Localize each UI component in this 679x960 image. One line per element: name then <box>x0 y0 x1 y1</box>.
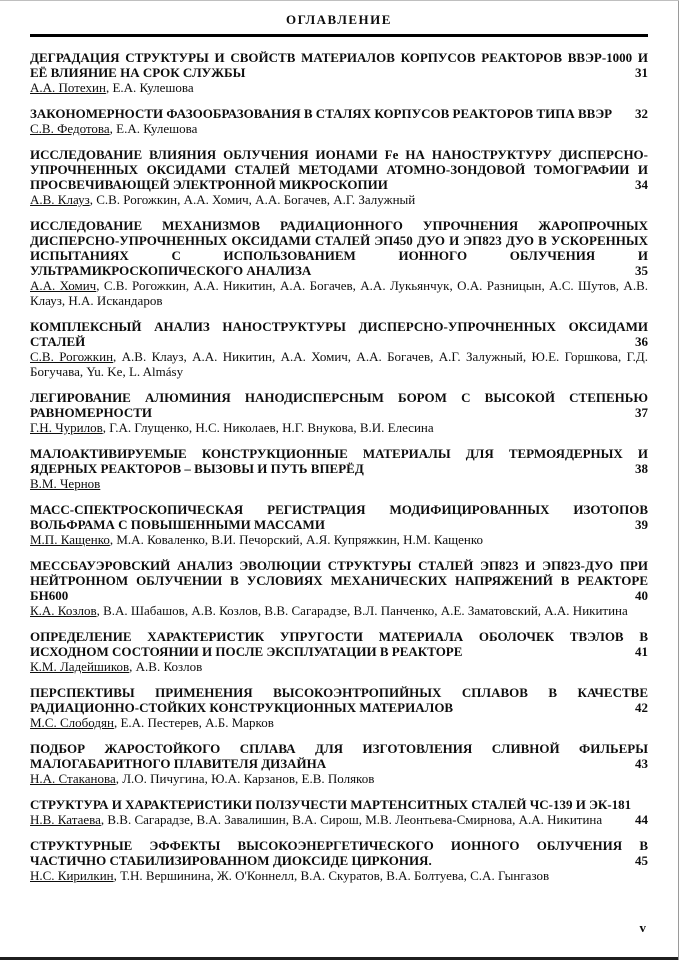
entry-other-authors: , Л.О. Пичугина, Ю.А. Карзанов, Е.В. Поляков <box>115 771 375 786</box>
page-title: ОГЛАВЛЕНИЕ <box>286 12 392 27</box>
entry-title-text: ОПРЕДЕЛЕНИЕ ХАРАКТЕРИСТИК УПРУГОСТИ МАТЕРИАЛА ОБОЛОЧЕК ТВЭЛОВ В ИСХОДНОМ СОСТОЯНИИ И ПОСЛЕ ЭКСПЛУАТАЦИИ В РЕАКТОРЕ <box>30 629 648 659</box>
entry-page-number: 42 <box>635 700 648 715</box>
entry-page-number: 44 <box>635 812 648 827</box>
entry-title-text: МАСС-СПЕКТРОСКОПИЧЕСКАЯ РЕГИСТРАЦИЯ МОДИФИЦИРОВАННЫХ ИЗОТОПОВ ВОЛЬФРАМА С ПОВЫШЕННЫМИ МАССАМИ <box>30 502 648 532</box>
entry-title <box>30 147 648 192</box>
entry-page-number: 34 <box>635 177 648 192</box>
entry-title <box>30 446 648 476</box>
toc-entry <box>30 629 648 674</box>
entry-other-authors: , С.В. Рогожкин, А.А. Хомич, А.А. Богачев, А.Г. Залужный <box>89 192 416 207</box>
entry-authors <box>30 812 648 827</box>
entry-first-author: С.В. Рогожкин <box>30 349 114 364</box>
entry-title-text: КОМПЛЕКСНЫЙ АНАЛИЗ НАНОСТРУКТУРЫ ДИСПЕРСНО-УПРОЧНЕННЫХ ОКСИДАМИ СТАЛЕЙ <box>30 319 648 349</box>
toc-entry <box>30 558 648 618</box>
entry-authors <box>30 121 648 136</box>
entry-other-authors: , М.А. Коваленко, В.И. Печорский, А.Я. Купряжкин, Н.М. Кащенко <box>109 532 484 547</box>
entry-page-number: 40 <box>635 588 648 603</box>
entry-page-number: 37 <box>635 405 648 420</box>
toc-entry <box>30 502 648 547</box>
entry-page-number: 45 <box>635 853 648 868</box>
entry-page-number: 41 <box>635 644 648 659</box>
entry-other-authors: , С.В. Рогожкин, А.А. Никитин, А.А. Богачев, А.А. Лукьянчук, О.А. Разницын, А.С. Шутов, А.В. Клауз, Н.А. Искандаров <box>30 278 648 308</box>
toc-entry <box>30 50 648 95</box>
entry-title <box>30 319 648 349</box>
entry-authors <box>30 868 648 883</box>
entry-first-author: А.А. Потехин <box>30 80 106 95</box>
entry-first-author: Н.С. Кирилкин <box>30 868 114 883</box>
entry-other-authors: , А.В. Клауз, А.А. Никитин, А.А. Хомич, А.А. Богачев, А.Г. Залужный, Ю.Е. Горшкова, Г.Д. Богучава, Yu. Ke, L. Almásy <box>30 349 648 379</box>
entry-title <box>30 629 648 659</box>
entry-page-number: 35 <box>635 263 648 278</box>
entry-title <box>30 218 648 278</box>
header-rule <box>30 34 648 37</box>
toc-entry <box>30 797 648 827</box>
entry-authors <box>30 603 648 618</box>
entry-first-author: В.М. Чернов <box>30 476 101 491</box>
entry-authors <box>30 715 648 730</box>
entry-page-number: 38 <box>635 461 648 476</box>
entry-authors <box>30 420 648 435</box>
entry-title-text: МАЛОАКТИВИРУЕМЫЕ КОНСТРУКЦИОННЫЕ МАТЕРИАЛЫ ДЛЯ ТЕРМОЯДЕРНЫХ И ЯДЕРНЫХ РЕАКТОРОВ – ВЫЗОВЫ И ПУТЬ ВПЕРЁД <box>30 446 648 476</box>
entry-title <box>30 558 648 603</box>
entry-page-number: 31 <box>635 65 648 80</box>
toc-entry <box>30 147 648 207</box>
entry-authors <box>30 476 648 491</box>
entry-title-text: ПЕРСПЕКТИВЫ ПРИМЕНЕНИЯ ВЫСОКОЭНТРОПИЙНЫХ СПЛАВОВ В КАЧЕСТВЕ РАДИАЦИОННО-СТОЙКИХ КОНСТРУКЦИОННЫХ МАТЕРИАЛОВ <box>30 685 648 715</box>
entry-title-text: ИССЛЕДОВАНИЕ ВЛИЯНИЯ ОБЛУЧЕНИЯ ИОНАМИ Fe НА НАНОСТРУКТУРУ ДИСПЕРСНО-УПРОЧНЕННЫХ ОКСИДАМИ СТАЛЕЙ МЕТОДАМИ АТОМНО-ЗОНДОВОЙ ТОМОГРАФИИ И ПРОСВЕЧИВАЮЩЕЙ ЭЛЕКТРОННОЙ МИКРОСКОПИИ <box>30 147 648 192</box>
entry-title <box>30 502 648 532</box>
entry-first-author: М.П. Кащенко <box>30 532 110 547</box>
entry-other-authors: , Т.Н. Вершинина, Ж. О'Коннелл, В.А. Скуратов, В.А. Болтуева, С.А. Гынгазов <box>113 868 550 883</box>
entry-first-author: М.С. Слободян <box>30 715 114 730</box>
entry-other-authors: , Е.А. Кулешова <box>109 121 198 136</box>
toc-entry <box>30 319 648 379</box>
toc-entry <box>30 390 648 435</box>
entry-title-text: СТРУКТУРНЫЕ ЭФФЕКТЫ ВЫСОКОЭНЕРГЕТИЧЕСКОГО ИОННОГО ОБЛУЧЕНИЯ В ЧАСТИЧНО СТАБИЛИЗИРОВАННОМ ДИОКСИДЕ ЦИРКОНИЯ. <box>30 838 648 868</box>
entry-authors <box>30 659 648 674</box>
toc-entry <box>30 838 648 883</box>
entry-authors <box>30 192 648 207</box>
entry-title-text: ЗАКОНОМЕРНОСТИ ФАЗООБРАЗОВАНИЯ В СТАЛЯХ КОРПУСОВ РЕАКТОРОВ ТИПА ВВЭР <box>30 106 613 121</box>
entry-first-author: С.В. Федотова <box>30 121 110 136</box>
entry-title <box>30 106 648 121</box>
entry-other-authors: , В.А. Шабашов, А.В. Козлов, В.В. Сагарадзе, В.Л. Панченко, А.Е. Заматовский, А.А. Никитина <box>96 603 628 618</box>
entry-first-author: Н.В. Катаева <box>30 812 101 827</box>
entry-other-authors: , Е.А. Пестерев, А.Б. Марков <box>113 715 274 730</box>
entry-other-authors: , В.В. Сагарадзе, В.А. Завалишин, В.А. Сирош, М.В. Леонтьева-Смирнова, А.А. Никитина <box>100 812 603 827</box>
entry-authors <box>30 278 648 308</box>
entry-first-author: А.А. Хомич <box>30 278 97 293</box>
entry-title <box>30 838 648 868</box>
entry-page-number: 39 <box>635 517 648 532</box>
entry-title-text: ДЕГРАДАЦИЯ СТРУКТУРЫ И СВОЙСТВ МАТЕРИАЛОВ КОРПУСОВ РЕАКТОРОВ ВВЭР-1000 И ЕЁ ВЛИЯНИЕ НА СРОК СЛУЖБЫ <box>30 50 648 80</box>
entry-title-text: МЕССБАУЭРОВСКИЙ АНАЛИЗ ЭВОЛЮЦИИ СТРУКТУРЫ СТАЛЕЙ ЭП823 И ЭП823-ДУО ПРИ НЕЙТРОННОМ ОБЛУЧЕНИИ В УСЛОВИЯХ МЕХАНИЧЕСКИХ НАПРЯЖЕНИЙ В РЕАКТОРЕ БН600 <box>30 558 648 603</box>
entry-title-text: СТРУКТУРА И ХАРАКТЕРИСТИКИ ПОЛЗУЧЕСТИ МАРТЕНСИТНЫХ СТАЛЕЙ ЧС-139 И ЭК-181 <box>30 797 632 812</box>
entry-authors <box>30 349 648 379</box>
entry-title-text: ЛЕГИРОВАНИЕ АЛЮМИНИЯ НАНОДИСПЕРСНЫМ БОРОМ С ВЫСОКОЙ СТЕПЕНЬЮ РАВНОМЕРНОСТИ <box>30 390 648 420</box>
entry-title-text: ИССЛЕДОВАНИЕ МЕХАНИЗМОВ РАДИАЦИОННОГО УПРОЧНЕНИЯ ЖАРОПРОЧНЫХ ДИСПЕРСНО-УПРОЧНЕННЫХ ОКСИДАМИ СТАЛЕЙ ЭП450 ДУО И ЭП823 ДУО В УСКОРЕННЫХ ИСПЫТАНИЯХ С ИСПОЛЬЗОВАНИЕМ ИОННОГО ОБЛУЧЕНИЯ И УЛЬТРАМИКРОСКОПИЧЕСКОГО АНАЛИЗА <box>30 218 648 278</box>
toc-entry <box>30 106 648 136</box>
entry-other-authors: , Г.А. Глущенко, Н.С. Николаев, Н.Г. Внукова, В.И. Елесина <box>102 420 434 435</box>
toc-entry <box>30 446 648 491</box>
entry-title <box>30 741 648 771</box>
entry-first-author: Г.Н. Чурилов <box>30 420 103 435</box>
entry-title <box>30 390 648 420</box>
entry-title-text: ПОДБОР ЖАРОСТОЙКОГО СПЛАВА ДЛЯ ИЗГОТОВЛЕНИЯ СЛИВНОЙ ФИЛЬЕРЫ МАЛОГАБАРИТНОГО ПЛАВИТЕЛЯ ДИЗАЙНА <box>30 741 648 771</box>
entry-first-author: К.А. Козлов <box>30 603 97 618</box>
toc-entry <box>30 685 648 730</box>
toc-entry <box>30 218 648 308</box>
entry-authors <box>30 532 648 547</box>
entry-other-authors: , Е.А. Кулешова <box>105 80 194 95</box>
toc-entries <box>30 50 648 883</box>
folio-page-number: v <box>639 920 646 935</box>
entry-first-author: К.М. Ладейшиков <box>30 659 130 674</box>
entry-title <box>30 685 648 715</box>
toc-entry <box>30 741 648 786</box>
entry-authors <box>30 80 648 95</box>
toc-header <box>30 11 648 37</box>
entry-page-number: 43 <box>635 756 648 771</box>
entry-page-number: 32 <box>635 106 648 121</box>
entry-first-author: Н.А. Стаканова <box>30 771 116 786</box>
entry-title <box>30 50 648 80</box>
entry-page-number: 36 <box>635 334 648 349</box>
entry-other-authors: , А.В. Козлов <box>129 659 203 674</box>
entry-first-author: А.В. Клауз <box>30 192 90 207</box>
entry-authors <box>30 771 648 786</box>
